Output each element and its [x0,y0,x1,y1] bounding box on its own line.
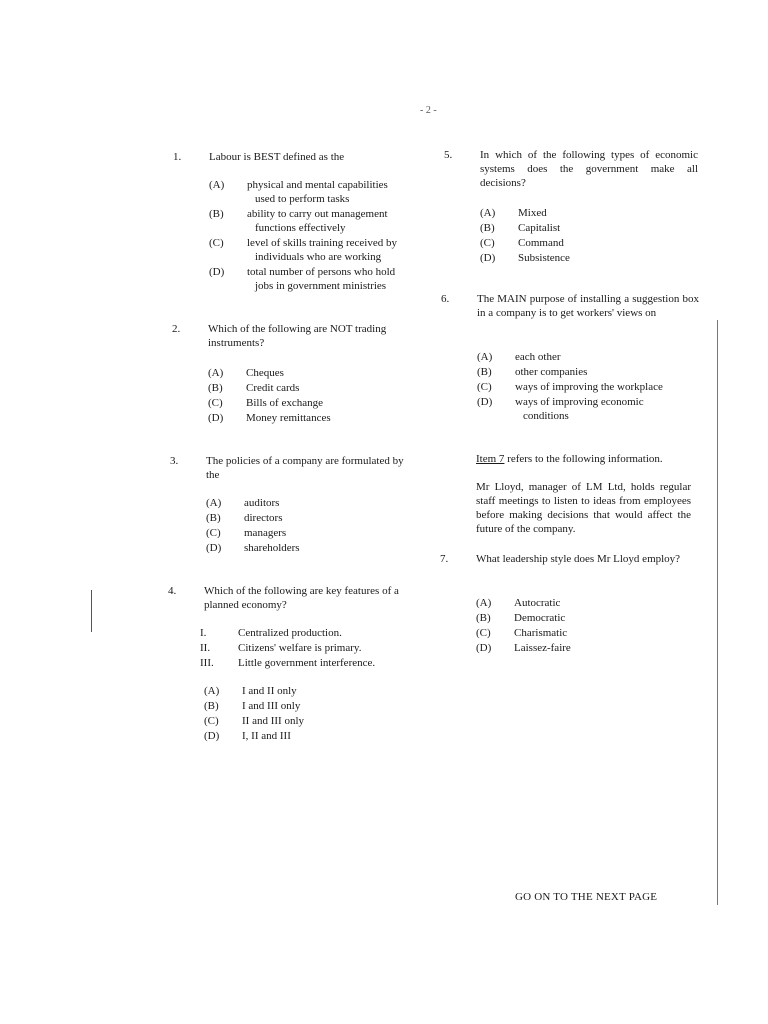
option-c: (C) Charismatic [476,627,568,639]
option-b: (B) Capitalist [480,222,561,234]
option-d: (D) Subsistence [480,252,570,264]
footer-next-page: GO ON TO THE NEXT PAGE [515,891,658,903]
option-d: (D) total number of persons who hold jobs in government ministries [209,266,396,292]
option-b: (B) directors [206,512,283,524]
option-a: (A) Autocratic [476,597,561,609]
option-b: (B) ability to carry out management functions effectively [209,208,388,234]
options-list [480,206,695,266]
options-list [204,684,419,744]
option-a: (A) auditors [206,497,280,509]
item-7-info: Mr Lloyd, manager of LM Ltd, holds regular staff meetings to listen to ideas from employees before making decisions that would affect the future of the company. [476,481,691,535]
question-stem: The policies of a company are formulated by the [206,455,404,481]
option-c: (C) managers [206,527,287,539]
question-number: 5. [444,149,453,161]
scan-edge-line [717,320,718,905]
statement-i: I. Centralized production. [200,627,342,639]
statements-list [200,626,420,671]
option-b: (B) I and III only [204,700,301,712]
option-c: (C) ways of improving the workplace [477,381,663,393]
option-b: (B) Credit cards [208,382,300,394]
option-c: (C) Command [480,237,564,249]
statement-iii: III. Little government interference. [200,657,376,669]
option-d: (D) I, II and III [204,730,291,742]
question-number: 7. [440,553,449,565]
scan-mark-line [91,590,92,632]
option-c: (C) Bills of exchange [208,397,323,409]
question-number: 3. [170,455,179,467]
option-c: (C) level of skills training received by individuals who are working [209,237,397,263]
options-list [477,350,692,424]
option-c: (C) II and III only [204,715,305,727]
option-b: (B) Democratic [476,612,566,624]
question-number: 4. [168,585,177,597]
question-stem: In which of the following types of economic systems does the government make all decisions? [480,149,698,189]
option-a: (A) physical and mental capabilities used to perform tasks [209,179,388,205]
question-stem: What leadership style does Mr Lloyd employ? [476,553,681,565]
option-a: (A) Cheques [208,367,284,379]
question-stem: Which of the following are key features of a planned economy? [204,585,399,611]
option-a: (A) Mixed [480,207,547,219]
question-stem: Labour is BEST defined as the [209,151,345,163]
option-d: (D) ways of improving economic conditions [477,396,644,422]
item-7-intro: Item 7 refers to the following information. [476,453,663,465]
question-number: 2. [172,323,181,335]
statement-ii: II. Citizens' welfare is primary. [200,642,362,654]
option-b: (B) other companies [477,366,588,378]
option-d: (D) Laissez-faire [476,642,571,654]
option-a: (A) I and II only [204,685,297,697]
question-number: 1. [173,151,182,163]
options-list [206,496,421,556]
option-d: (D) Money remittances [208,412,331,424]
question-number: 6. [441,293,450,305]
page-number: - 2 - [420,105,437,116]
option-d: (D) shareholders [206,542,300,554]
option-a: (A) each other [477,351,561,363]
options-list [209,178,424,294]
question-stem: Which of the following are NOT trading instruments? [208,323,387,349]
question-stem: The MAIN purpose of installing a suggestion box in a company is to get workers' views on [477,293,699,319]
options-list [476,596,691,656]
options-list [208,366,423,426]
